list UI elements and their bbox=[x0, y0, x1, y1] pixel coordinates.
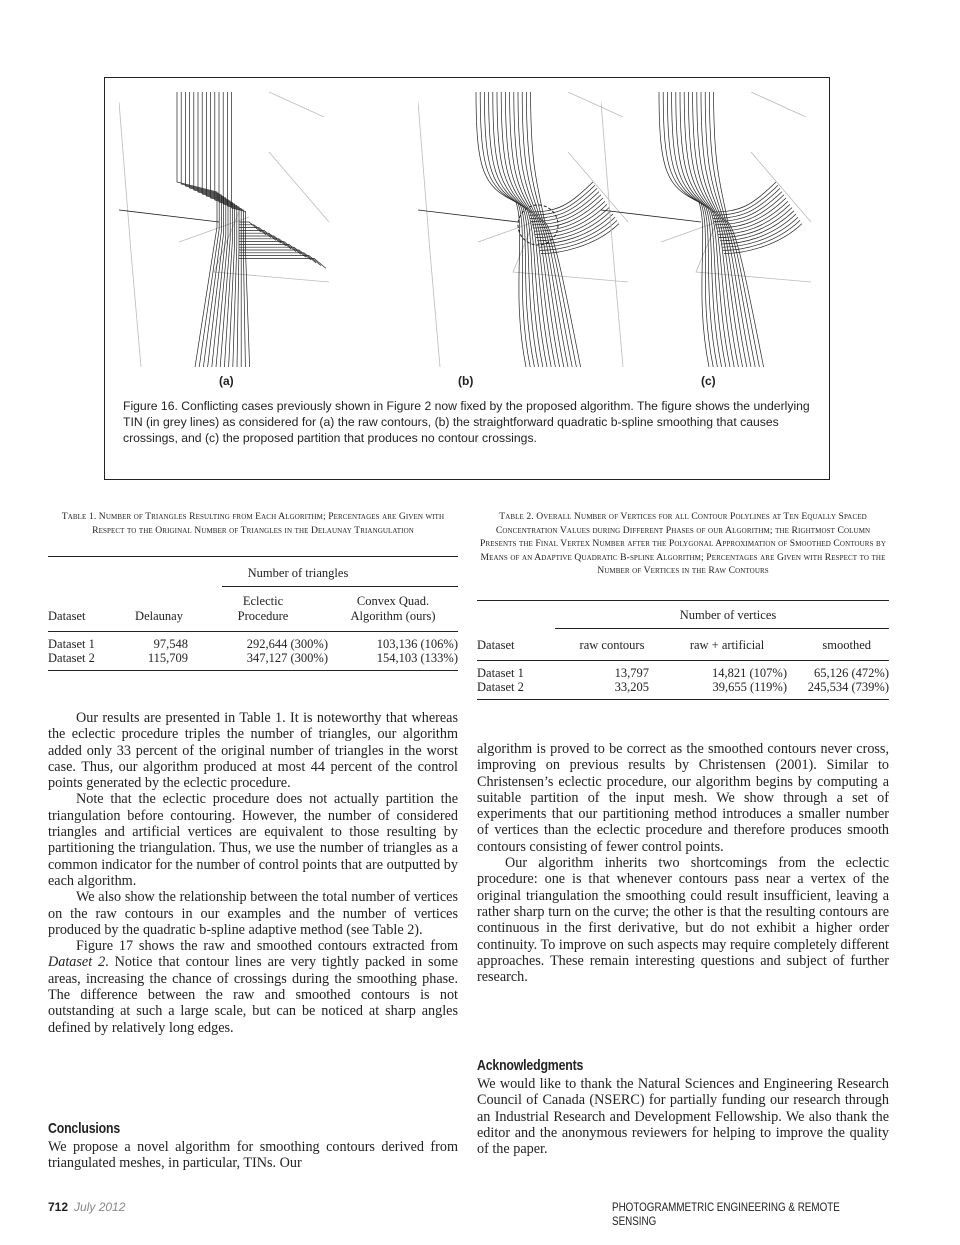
table1-r1-eclectic: 292,644 (300%) bbox=[246, 637, 328, 651]
footer-left bbox=[48, 1200, 125, 1214]
panel-a bbox=[119, 92, 329, 367]
left-paragraph-3: We also show the relationship between the total number of vertices on the raw contours in our examples and the number of vertices produced by the quadratic b-spline adaptive method (see Table 2). bbox=[48, 889, 458, 938]
contour-line bbox=[714, 92, 764, 367]
tin-edge bbox=[751, 92, 806, 117]
table2-r2-dataset: Dataset 2 bbox=[477, 680, 524, 694]
tin-edge bbox=[119, 102, 141, 367]
table1-r2-delaunay: 115,709 bbox=[147, 651, 188, 665]
issue-date: July 2012 bbox=[74, 1200, 126, 1214]
contour-line bbox=[418, 210, 518, 222]
tin-edge bbox=[269, 92, 324, 117]
left-paragraph-4c: . Notice that contour lines are very tightly packed in some areas, increasing the chance of crossings during the smoothing phase. The difference between the raw and smoothed contours is not outstanding at such a large scale, but can be noticed at sharp angles defined by relatively long edges. bbox=[48, 954, 458, 1036]
contour-line bbox=[219, 92, 239, 367]
table2-col-raw: raw contours bbox=[579, 638, 645, 652]
table-row bbox=[477, 666, 889, 680]
conclusions-paragraph: We propose a novel algorithm for smoothing contours derived from triangulated meshes, in particular, TINs. Our bbox=[48, 1139, 458, 1172]
table2-r1-artificial: 14,821 (107%) bbox=[712, 666, 787, 680]
table2-r1-raw: 13,797 bbox=[614, 666, 649, 680]
table2-caption: Table 2. Overall Number of Vertices for all Contour Polylines at Ten Equally Spaced Concentration Values during Different Phases of our Algorithm; the Rightmost Column Presents the Final Vertex Number after the Polygonal Approximation of Smoothed Contours by Means of an Adaptive Quadratic B-spline Algorithm; Percentages are Given with Respect to the Number of Vertices in the Raw Contours bbox=[480, 511, 886, 576]
table1-top-rule bbox=[48, 556, 458, 557]
contour-line bbox=[518, 92, 568, 367]
table1-col-convex-2: Algorithm (ours) bbox=[350, 609, 436, 623]
table1-group-header: Number of triangles bbox=[247, 566, 349, 580]
tin-edge bbox=[478, 217, 548, 242]
tin-edge bbox=[179, 217, 249, 242]
conclusions-heading: Conclusions bbox=[48, 1120, 121, 1137]
table-row bbox=[477, 680, 889, 694]
table1-r2-dataset: Dataset 2 bbox=[48, 651, 95, 665]
contour-line bbox=[194, 92, 226, 367]
table1-r2-convex: 154,103 (133%) bbox=[376, 651, 458, 665]
contour-line bbox=[601, 210, 701, 222]
panel-label-c: (c) bbox=[701, 374, 716, 388]
contour-line bbox=[531, 92, 581, 367]
journal-name: PHOTOGRAMMETRIC ENGINEERING & REMOTE SENSING bbox=[612, 1200, 840, 1228]
table1-col-convex-1: Convex Quad. bbox=[356, 594, 430, 608]
table2-col-smoothed: smoothed bbox=[822, 638, 871, 652]
table1-r1-dataset: Dataset 1 bbox=[48, 637, 95, 651]
tin-edge bbox=[751, 152, 811, 222]
table2-body bbox=[477, 666, 889, 694]
table2-r2-smoothed: 245,534 (739%) bbox=[807, 680, 889, 694]
panel-label-b: (b) bbox=[458, 374, 474, 388]
figure-caption: Figure 16. Conflicting cases previously shown in Figure 2 now fixed by the proposed algorithm. The figure shows the underlying TIN (in grey lines) as considered for (a) the raw contours, (b) the straightforward quadratic b-spline smoothing that causes crossings, and (c) the proposed partition that produces no contour crossings. bbox=[123, 399, 810, 445]
table-row bbox=[48, 651, 458, 665]
table2-col-dataset: Dataset bbox=[477, 638, 515, 652]
contour-line bbox=[480, 92, 530, 367]
contour-line bbox=[701, 92, 751, 367]
table1-col-convex bbox=[328, 594, 458, 624]
left-column bbox=[48, 710, 458, 1036]
left-paragraph-2: Note that the eclectic procedure does not actually partition the triangulation before contouring. However, the number of considered triangles and artificial vertices are equivalent to those resulting by partitioning the triangulation. Thus, we use the number of triangles as a common indicator for the number of control points that are outputted by each algorithm. bbox=[48, 791, 458, 889]
contour-plot-a bbox=[119, 92, 329, 367]
contour-line bbox=[177, 92, 217, 367]
table1-bottom-rule bbox=[48, 670, 458, 671]
table1-r1-delaunay: 97,548 bbox=[153, 637, 188, 651]
table1 bbox=[48, 594, 458, 624]
tin-edge bbox=[661, 217, 731, 242]
table2-r2-raw: 33,205 bbox=[614, 680, 649, 694]
figure-16 bbox=[104, 77, 830, 480]
table1-group-rule bbox=[222, 586, 458, 587]
table2-top-rule bbox=[477, 600, 889, 601]
contour-line bbox=[493, 92, 543, 367]
tin-edge bbox=[601, 102, 623, 367]
acknowledgments-body bbox=[477, 1076, 889, 1157]
panel-c bbox=[601, 92, 811, 367]
tin-edge bbox=[269, 152, 329, 222]
table1-col-delaunay: Delaunay bbox=[135, 609, 183, 623]
table2-col-artificial: raw + artificial bbox=[689, 638, 765, 652]
table1-mid-rule bbox=[48, 631, 458, 632]
contour-line bbox=[676, 92, 726, 367]
table2-mid-rule bbox=[477, 660, 889, 661]
table1-col-eclectic-2: Procedure bbox=[237, 609, 289, 623]
table2-r1-dataset: Dataset 1 bbox=[477, 666, 524, 680]
table2-group-rule bbox=[555, 628, 889, 629]
tin-edge bbox=[418, 102, 440, 367]
left-paragraph-1: Our results are presented in Table 1. It is noteworthy that whereas the eclectic procedure triples the number of triangles, our algorithm added only 33 percent of the original number of triangles in the worst case. Thus, our algorithm produced at most 44 percent of the control points generated by the eclectic procedure. bbox=[48, 710, 458, 792]
table1-r2-eclectic: 347,127 (300%) bbox=[246, 651, 328, 665]
right-column bbox=[477, 741, 889, 985]
table1-col-eclectic bbox=[198, 594, 328, 624]
contour-line bbox=[659, 92, 709, 367]
right-paragraph-1: algorithm is proved to be correct as the smoothed contours never cross, improving on previous results by Christensen (2001). Similar to Christensen’s eclectic procedure, our algorithm begins by computing a suitable partition of the input mesh. We show through a set of experiments that our partitioning method introduces a smaller number of vertices than the eclectic procedure and therefore produces smooth contours consisting of fewer control points. bbox=[477, 741, 889, 855]
contour-plot-c bbox=[601, 92, 811, 367]
table2-bottom-rule bbox=[477, 699, 889, 700]
panel-label-a: (a) bbox=[219, 374, 234, 388]
table2 bbox=[477, 638, 889, 653]
dataset-2-italic: Dataset 2 bbox=[48, 954, 106, 971]
contour-line bbox=[663, 92, 713, 367]
conclusions-body bbox=[48, 1139, 458, 1172]
tin-edge bbox=[696, 212, 811, 282]
right-paragraph-2: Our algorithm inherits two shortcomings from the eclectic procedure: one is that whenever contours pass near a vertex of the original triangulation the smoothing could result insufficient, leaving a rather sharp turn on the curve; the other is that the resulting contours are continuous in the first derivative, but do not exhibit a higher order continuity. To improve on such aspects may require completely different approaches. These remain interesting questions and subject of further research. bbox=[477, 855, 889, 986]
contour-line bbox=[119, 210, 219, 222]
table2-r2-artificial: 39,655 (119%) bbox=[712, 680, 787, 694]
contour-plot-b bbox=[418, 92, 628, 367]
table1-body bbox=[48, 637, 458, 665]
table-row bbox=[48, 637, 458, 651]
page-number: 712 bbox=[48, 1200, 69, 1214]
table2-group-header: Number of vertices bbox=[679, 608, 777, 622]
table1-col-eclectic-1: Eclectic bbox=[242, 594, 284, 608]
acknowledgments-heading: Acknowledgments bbox=[477, 1057, 584, 1074]
left-paragraph-4 bbox=[48, 938, 458, 1036]
acknowledgments-paragraph: We would like to thank the Natural Sciences and Engineering Research Council of Canada (NSERC) for partially funding our research through an Industrial Research and Development Fellowship. We also thank the editor and the anonymous reviewers for helping to improve the quality of the paper. bbox=[477, 1076, 889, 1158]
table1-col-dataset: Dataset bbox=[48, 609, 86, 623]
table2-r1-smoothed: 65,126 (472%) bbox=[814, 666, 889, 680]
left-paragraph-4a: Figure 17 shows the raw and smoothed contours extracted from bbox=[76, 938, 458, 955]
contour-line bbox=[684, 92, 734, 367]
table1-r1-convex: 103,136 (106%) bbox=[376, 637, 458, 651]
contour-line bbox=[501, 92, 551, 367]
panel-b bbox=[418, 92, 628, 367]
table1-caption: Table 1. Number of Triangles Resulting from Each Algorithm; Percentages are Given with Respect to the Original Number of Triangles in the Delaunay Triangulation bbox=[61, 511, 445, 536]
